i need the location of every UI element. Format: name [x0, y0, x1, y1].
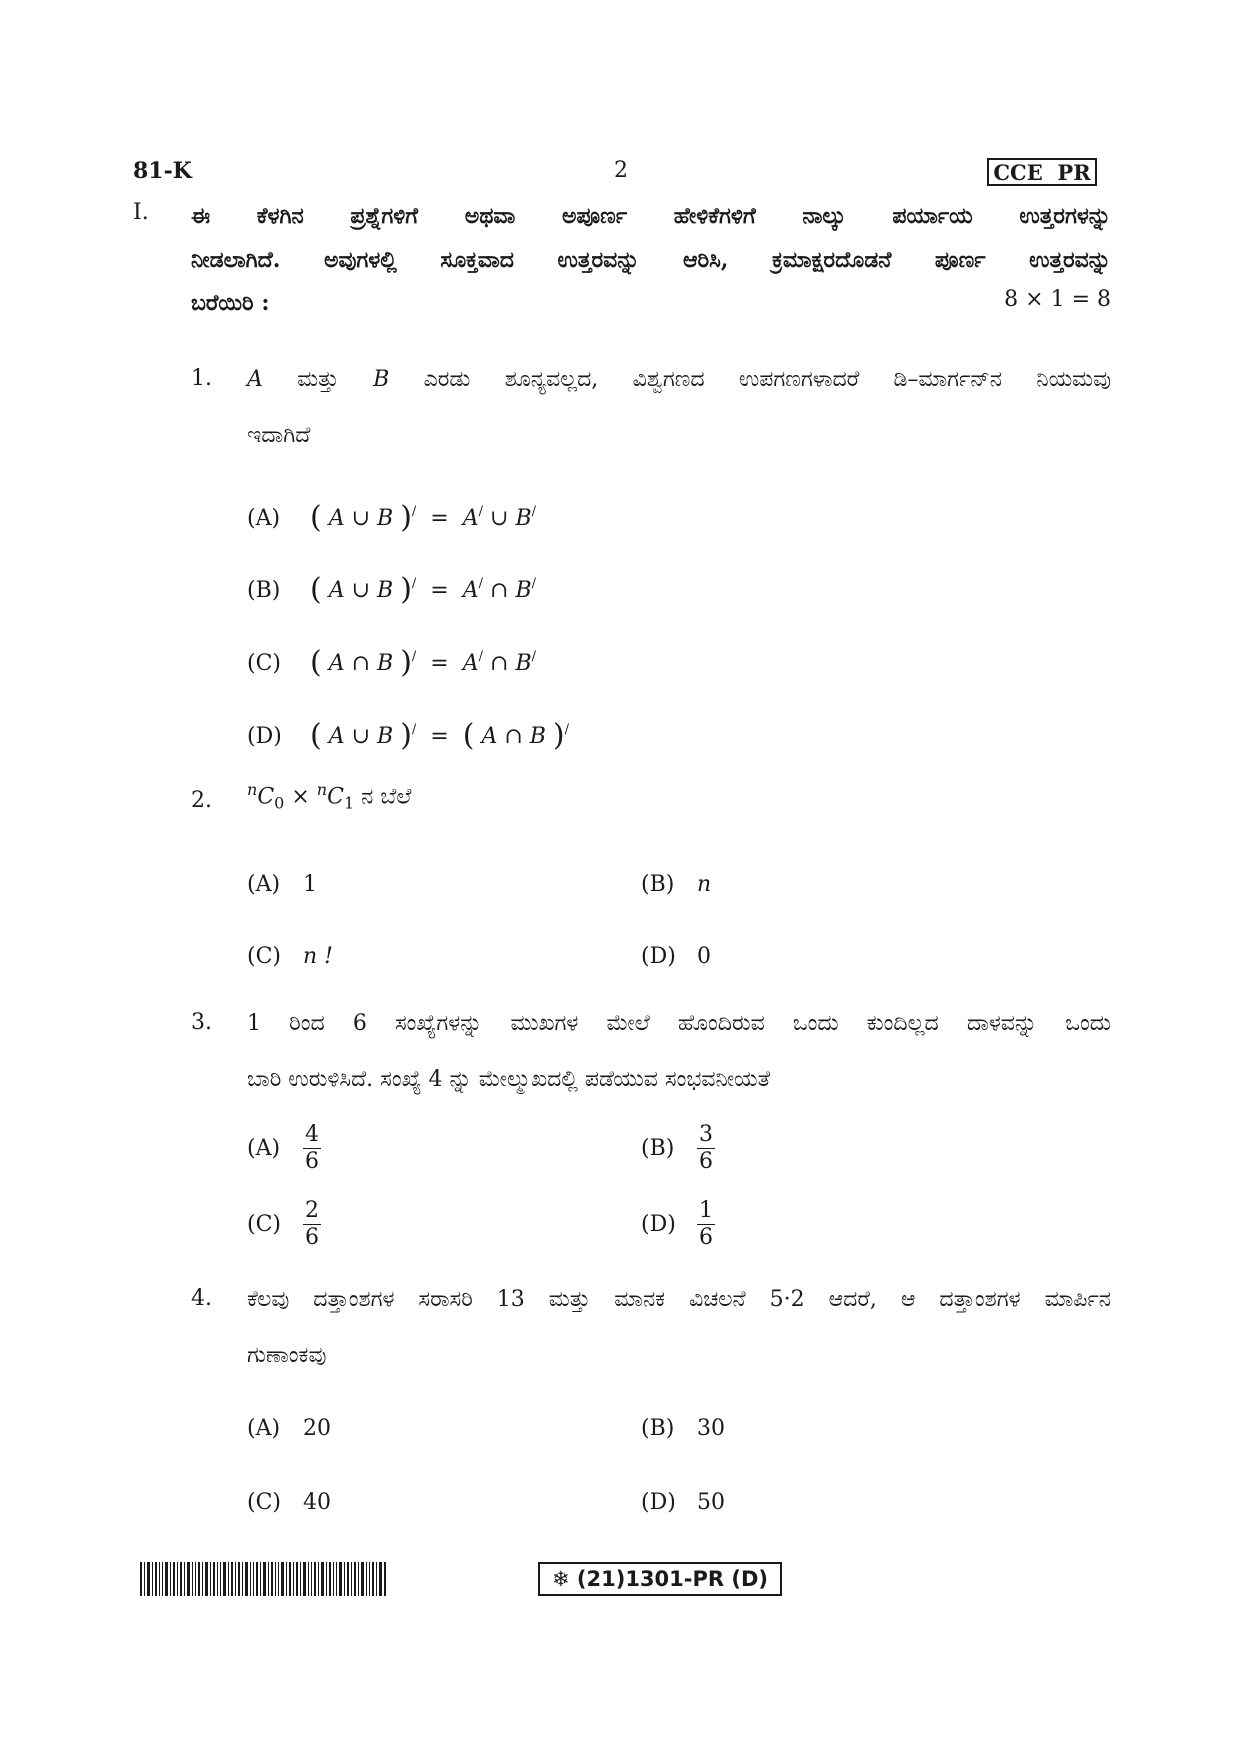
question-4-text: ಕೆಲವು ದತ್ತಾಂಶಗಳ ಸರಾಸರಿ 13 ಮತ್ತು ಮಾನಕ ವಿಚಲನೆ 5·2 ಆದರೆ, ಆ ದತ್ತಾಂಶಗಳ ಮಾರ್ಪಿನ ಗುಣಾಂಕವು: [247, 1287, 1111, 1368]
question-1-text: A ಮತ್ತು B ಎರಡು ಶೂನ್ಯವಲ್ಲದ, ವಿಶ್ವಗಣದ ಉಪಗಣಗಳಾದರೆ ಡಿ–ಮಾರ್ಗನ್‌ನ ನಿಯಮವು ಇದಾಗಿದೆ: [247, 367, 1111, 448]
option-c: (C) 40: [247, 1490, 331, 1515]
instruction-line-2: ನೀಡಲಾಗಿದೆ. ಅವುಗಳಲ್ಲಿ ಸೂಕ್ತವಾದ ಉತ್ತರವನ್ನು ಆರಿಸಿ, ಕ್ರಮಾಕ್ಷರದೊಡನೆ ಪೂರ್ಣ ಉತ್ತರವನ್ನು: [191, 247, 1111, 273]
subject-code: 81-K: [133, 158, 192, 184]
option-a: (A) ( A ∪ B )/ = A/ ∪ B/: [247, 500, 536, 535]
question-2-text: $^nC_0 \times ^nC_1$ ನ ಬೆಲೆ: [247, 780, 412, 813]
question-number: 3.: [191, 1010, 212, 1035]
section-number: I.: [133, 200, 149, 225]
option-a: (A) $\frac{4}{6}$: [247, 1122, 319, 1174]
option-a: (A) 1: [247, 872, 317, 897]
question-3-text: 1 ರಿಂದ 6 ಸಂಖ್ಯೆಗಳನ್ನು ಮುಖಗಳ ಮೇಲೆ ಹೊಂದಿರುವ ಒಂದು ಕುಂದಿಲ್ಲದ ದಾಳವನ್ನು ಒಂದು ಬಾರಿ ಉರುಳಿಸಿದೆ. ಸಂಖ್ಯೆ 4 ನ್ನು ಮೇಲ್ಮುಖದಲ್ಲಿ ಪಡೆಯುವ ಸಂಭವನೀಯತೆ: [247, 1011, 1111, 1092]
question-number: 2.: [191, 788, 212, 813]
option-b: (B) $\frac{3}{6}$: [641, 1122, 713, 1174]
option-d: (D) 50: [641, 1490, 725, 1515]
option-b: (B) 30: [641, 1416, 725, 1441]
option-c: (C) $\frac{2}{6}$: [247, 1198, 319, 1250]
question-number: 4.: [191, 1286, 212, 1311]
option-b: (B) n: [641, 872, 712, 897]
option-d: (D) $\frac{1}{6}$: [641, 1198, 713, 1250]
paper-type-box: CCE PR: [987, 158, 1097, 186]
option-d: (D) 0: [641, 944, 711, 969]
barcode: [140, 1562, 386, 1596]
option-d: (D) ( A ∪ B )/ = ( A ∩ B )/: [247, 718, 570, 753]
instruction-line-1: ಈ ಕೆಳಗಿನ ಪ್ರಶ್ನೆಗಳಿಗೆ ಅಥವಾ ಅಪೂರ್ಣ ಹೇಳಿಕೆಗಳಿಗೆ ನಾಲ್ಕು ಪರ್ಯಾಯ ಉತ್ತರಗಳನ್ನು: [191, 203, 1111, 229]
instruction-line-3: ಬರೆಯಿರಿ :: [191, 290, 270, 316]
option-a: (A) 20: [247, 1416, 331, 1441]
option-c: (C) n !: [247, 944, 334, 969]
page-number: 2: [614, 158, 628, 183]
marks-allotment: 8 × 1 = 8: [1004, 287, 1111, 312]
option-b: (B) ( A ∪ B )/ = A/ ∩ B/: [247, 572, 536, 607]
option-c: (C) ( A ∩ B )/ = A/ ∩ B/: [247, 645, 536, 680]
question-number: 1.: [191, 366, 212, 391]
paper-code-box: [538, 1562, 782, 1596]
paper-code: (21)1301-PR (D): [576, 1567, 768, 1591]
snowflake-icon: ❄: [551, 1567, 570, 1591]
